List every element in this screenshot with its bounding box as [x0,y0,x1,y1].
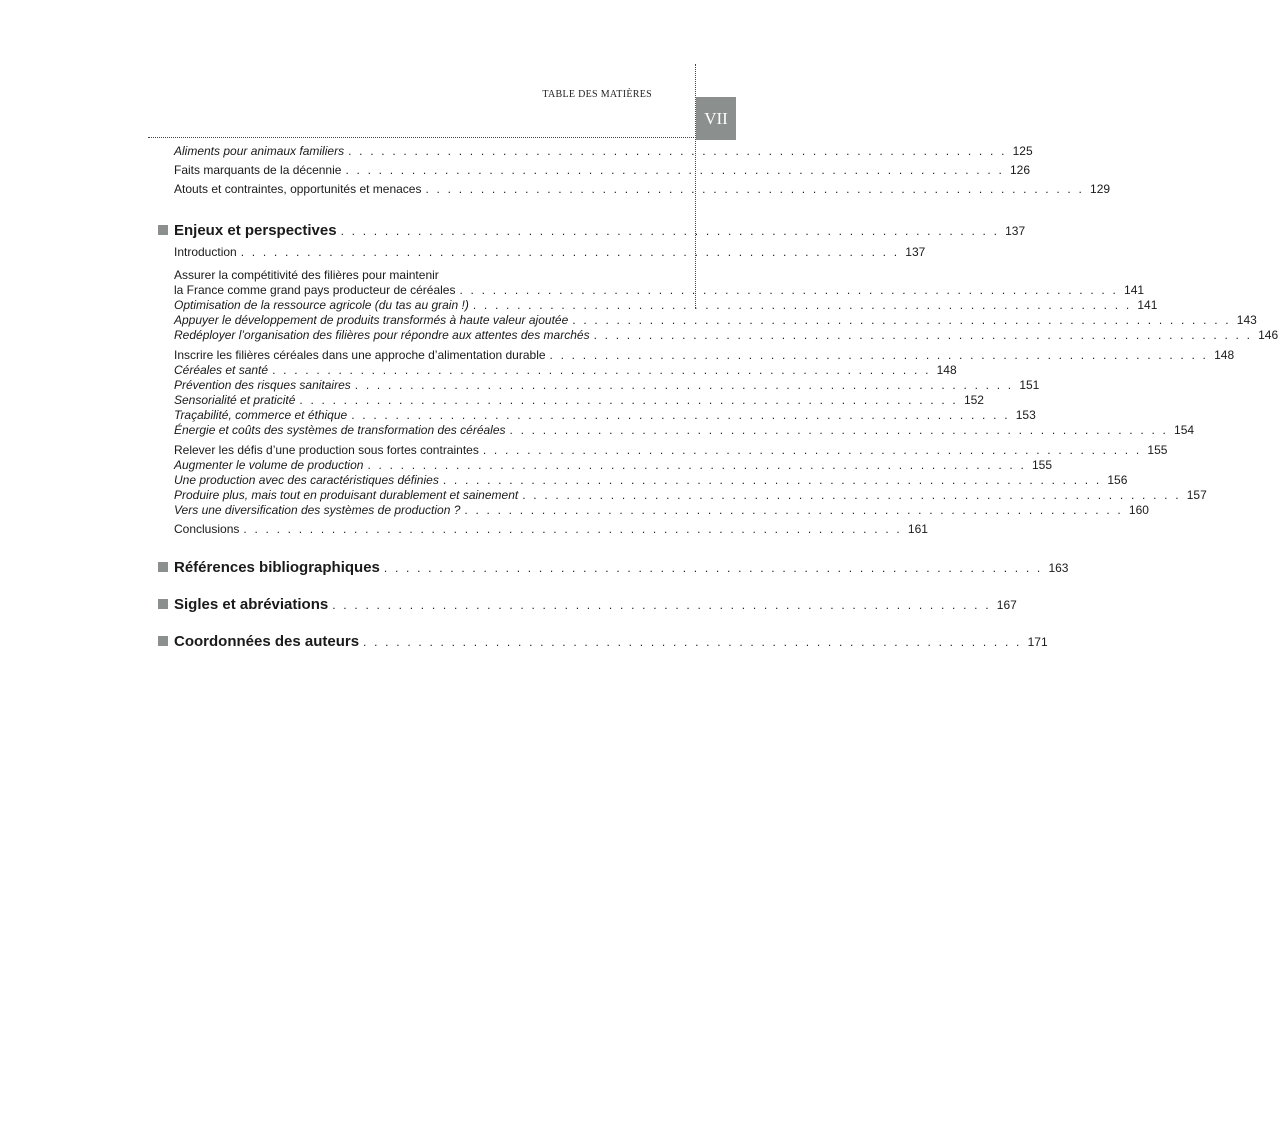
leader-dots: . . . . . . . . . . . . . . . . . . . . . . . . . . . . . . . . . . . . . . . . . . . . . . . . . . . . . . . . . . . . [272,363,931,377]
leader-dots: . . . . . . . . . . . . . . . . . . . . . . . . . . . . . . . . . . . . . . . . . . . . . . . . . . . . . . . . . . . . [572,313,1231,327]
section-square-icon [158,562,168,572]
toc-entry-label: Introduction [174,245,237,259]
leader-dots: . . . . . . . . . . . . . . . . . . . . . . . . . . . . . . . . . . . . . . . . . . . . . . . . . . . . . . . . . . . . [464,503,1123,517]
toc-entry[interactable] [158,144,1033,163]
leader-dots: . . . . . . . . . . . . . . . . . . . . . . . . . . . . . . . . . . . . . . . . . . . . . . . . . . . . . . . . . . . . [299,393,958,407]
section-square-icon [158,636,168,646]
toc-entry-page: 143 [1236,313,1257,327]
toc-entry-label: Optimisation de la ressource agricole (du tas au grain !) [174,298,469,312]
toc-entry-page: 163 [1048,561,1069,575]
toc-section-auteurs[interactable] [158,632,1048,652]
toc-entry-page: 125 [1012,144,1033,158]
toc-entry[interactable] [158,408,1036,423]
toc-entry-page: 148 [1214,348,1235,362]
toc-entry[interactable] [158,473,1128,488]
toc-entry-introduction[interactable] [158,245,926,265]
toc-group-alimentation[interactable] [158,348,1235,438]
leader-dots: . . . . . . . . . . . . . . . . . . . . . . . . . . . . . . . . . . . . . . . . . . . . . . . . . . . . . . . . . . . . [593,328,1253,342]
toc-entry-page: 153 [1015,408,1036,422]
toc-entry-page: 171 [1027,635,1048,649]
table-of-contents [158,144,1278,652]
section-title: Coordonnées des auteurs [174,633,360,650]
toc-entry-label: Redéployer l’organisation des filières pour répondre aux attentes des marchés [174,328,590,342]
toc-entry-page: 154 [1174,423,1195,437]
leader-dots: . . . . . . . . . . . . . . . . . . . . . . . . . . . . . . . . . . . . . . . . . . . . . . . . . . . . . . . . . . . . [442,473,1102,487]
toc-entry[interactable] [158,458,1053,473]
leader-dots: . . . . . . . . . . . . . . . . . . . . . . . . . . . . . . . . . . . . . . . . . . . . . . . . . . . . . . . . . . . . [549,348,1209,362]
toc-entry-label: Prévention des risques sanitaires [174,378,351,392]
section-title: Enjeux et perspectives [174,222,337,239]
toc-group-competitivite[interactable] [158,268,1278,343]
toc-entry[interactable] [158,443,1168,458]
toc-entry-label: Inscrire les filières céréales dans une approche d’alimentation durable [174,348,546,362]
toc-entry-label: Aliments pour animaux familiers [174,144,345,158]
toc-entry-label: Conclusions [174,522,240,536]
toc-section-enjeux[interactable] [158,221,1026,241]
page-number-tab: VII [696,97,736,140]
toc-entry[interactable] [158,328,1278,343]
toc-entry-page: 137 [905,245,926,259]
toc-group-defis[interactable] [158,443,1207,518]
toc-entry[interactable] [158,488,1207,503]
toc-entry-page: 126 [1009,163,1031,177]
section-title: Sigles et abréviations [174,596,329,613]
toc-entry[interactable] [158,313,1257,328]
toc-entry[interactable] [158,348,1235,363]
toc-entry[interactable] [158,503,1149,518]
toc-entry-page: 151 [1019,378,1040,392]
toc-entry-label-line: Assurer la compétitivité des filières pour maintenir [174,268,439,282]
toc-entry-page: 137 [1005,224,1026,238]
toc-entry-page: 160 [1128,503,1149,517]
section-title: Références bibliographiques [174,559,380,576]
leader-dots: . . . . . . . . . . . . . . . . . . . . . . . . . . . . . . . . . . . . . . . . . . . . . . . . . . . . . . . . . . . . [367,458,1026,472]
toc-entry[interactable] [158,283,1145,298]
toc-entry-label: Faits marquants de la décennie [174,163,342,177]
toc-entry[interactable] [158,182,1111,201]
toc-entry-label: Céréales et santé [174,363,269,377]
leader-dots: . . . . . . . . . . . . . . . . . . . . . . . . . . . . . . . . . . . . . . . . . . . . . . . . . . . . . . . . . . . . [522,488,1181,502]
toc-entry-label: Énergie et coûts des systèmes de transformation des céréales [174,423,506,437]
leader-dots: . . . . . . . . . . . . . . . . . . . . . . . . . . . . . . . . . . . . . . . . . . . . . . . . . . . . . . . . . . . . [351,408,1010,422]
leader-dots: . . . . . . . . . . . . . . . . . . . . . . . . . . . . . . . . . . . . . . . . . . . . . . . . . . . . . . . . . . . . [363,635,1022,649]
toc-entry-label: Produire plus, mais tout en produisant durablement et sainement [174,488,519,502]
toc-entry[interactable] [158,298,1158,313]
running-title: TABLE DES MATIÈRES [542,89,652,100]
toc-entry-page: 146 [1258,328,1278,342]
toc-section-references[interactable] [158,558,1069,578]
toc-entry-label: Appuyer le développement de produits transformés à haute valeur ajoutée [174,313,569,327]
toc-entry-label: Sensorialité et praticité [174,393,296,407]
section-square-icon [158,225,168,235]
toc-entry-conclusions[interactable] [158,522,928,542]
toc-entry-page: 129 [1090,182,1111,196]
toc-entry-label: Une production avec des caractéristiques définies [174,473,439,487]
toc-entry[interactable] [158,163,1031,182]
toc-entry-page: 155 [1147,443,1168,457]
toc-entry[interactable] [158,363,957,378]
toc-entry-page: 141 [1137,298,1158,312]
leader-dots: . . . . . . . . . . . . . . . . . . . . . . . . . . . . . . . . . . . . . . . . . . . . . . . . . . . . . . . . . . . . [332,598,991,612]
toc-entry[interactable] [158,423,1195,438]
toc-entry-page: 141 [1124,283,1145,297]
leader-dots: . . . . . . . . . . . . . . . . . . . . . . . . . . . . . . . . . . . . . . . . . . . . . . . . . . . . . . . . . . . . [459,283,1119,297]
toc-entry-page: 152 [963,393,984,407]
toc-entry[interactable] [158,393,984,408]
toc-entry[interactable] [158,378,1040,393]
leader-dots: . . . . . . . . . . . . . . . . . . . . . . . . . . . . . . . . . . . . . . . . . . . . . . . . . . . . . . . . . . . . [383,561,1043,575]
toc-entry-page: 161 [907,522,928,536]
leader-dots: . . . . . . . . . . . . . . . . . . . . . . . . . . . . . . . . . . . . . . . . . . . . . . . . . . . . . . . . . . . . [425,182,1085,196]
leader-dots: . . . . . . . . . . . . . . . . . . . . . . . . . . . . . . . . . . . . . . . . . . . . . . . . . . . . . . . . . . . . [509,423,1169,437]
leader-dots: . . . . . . . . . . . . . . . . . . . . . . . . . . . . . . . . . . . . . . . . . . . . . . . . . . . . . . . . . . . . [240,245,900,259]
toc-entry-page: 156 [1107,473,1128,487]
leader-dots: . . . . . . . . . . . . . . . . . . . . . . . . . . . . . . . . . . . . . . . . . . . . . . . . . . . . . . . . . . . . [354,378,1014,392]
toc-entry-label: la France comme grand pays producteur de céréales [174,283,456,297]
leader-dots: . . . . . . . . . . . . . . . . . . . . . . . . . . . . . . . . . . . . . . . . . . . . . . . . . . . . . . . . . . . . [345,163,1004,177]
toc-entry-page: 155 [1032,458,1053,472]
leader-dots: . . . . . . . . . . . . . . . . . . . . . . . . . . . . . . . . . . . . . . . . . . . . . . . . . . . . . . . . . . . . [243,522,902,536]
leader-dots: . . . . . . . . . . . . . . . . . . . . . . . . . . . . . . . . . . . . . . . . . . . . . . . . . . . . . . . . . . . . [482,443,1142,457]
toc-section-sigles[interactable] [158,595,1017,615]
section-square-icon [158,599,168,609]
leader-dots: . . . . . . . . . . . . . . . . . . . . . . . . . . . . . . . . . . . . . . . . . . . . . . . . . . . . . . . . . . . . [472,298,1132,312]
toc-entry-page: 167 [996,598,1017,612]
horizontal-dotted-rule [148,137,696,138]
toc-entry-label: Traçabilité, commerce et éthique [174,408,348,422]
leader-dots: . . . . . . . . . . . . . . . . . . . . . . . . . . . . . . . . . . . . . . . . . . . . . . . . . . . . . . . . . . . . [340,224,1000,238]
toc-entry-page: 157 [1186,488,1207,502]
leader-dots: . . . . . . . . . . . . . . . . . . . . . . . . . . . . . . . . . . . . . . . . . . . . . . . . . . . . . . . . . . . . [348,144,1007,158]
toc-entry-label: Vers une diversification des systèmes de production ? [174,503,461,517]
toc-entry-page: 148 [936,363,957,377]
toc-entry-label: Augmenter le volume de production [174,458,364,472]
toc-entry-label: Atouts et contraintes, opportunités et menaces [174,182,422,196]
toc-entry-label: Relever les défis d’une production sous fortes contraintes [174,443,479,457]
